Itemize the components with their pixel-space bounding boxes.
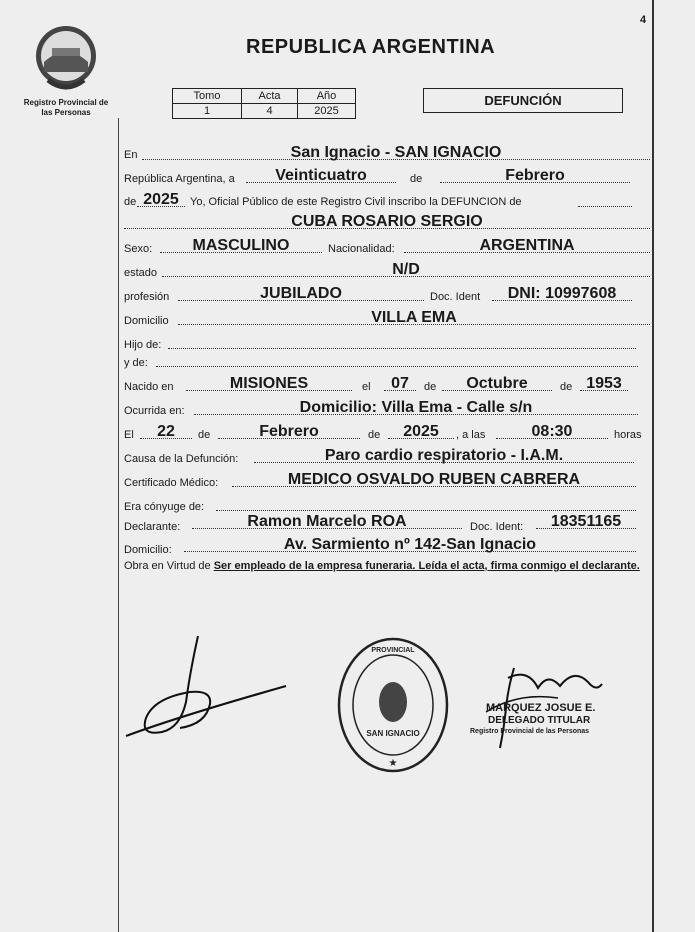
obra-en-virtud <box>124 559 652 573</box>
field-def-dia: 22 <box>140 425 192 439</box>
field-sexo: MASCULINO <box>160 239 322 253</box>
field-nac-mes: Octubre <box>442 377 552 391</box>
field-nacido-en: MISIONES <box>186 377 352 391</box>
label-hijo-de: Hijo de: <box>124 339 162 351</box>
acta-value: 4 <box>242 104 298 119</box>
label-de-5: de <box>198 429 211 441</box>
row-republica <box>124 172 235 186</box>
field-domicilio: VILLA EMA <box>178 311 650 325</box>
field-nac-anio: 1953 <box>580 377 628 391</box>
left-margin-line <box>118 118 119 932</box>
svg-text:PROVINCIAL: PROVINCIAL <box>371 647 415 654</box>
registry-seal-stamp <box>336 636 450 774</box>
label-domicilio: Domicilio <box>124 315 169 327</box>
label-doc-ident: Doc. Ident <box>430 291 481 303</box>
field-ocurrida-en: Domicilio: Villa Ema - Calle s/n <box>194 401 638 415</box>
field-difunto: CUBA ROSARIO SERGIO <box>124 215 650 229</box>
field-declarante-domicilio: Av. Sarmiento nº 142-San Ignacio <box>184 538 636 552</box>
official-entity: Registro Provincial de las Personas <box>470 728 590 735</box>
label-ocurrida-en: Ocurrida en: <box>124 405 185 417</box>
tomo-value: 1 <box>173 104 242 119</box>
svg-text:★: ★ <box>388 758 398 769</box>
label-obra: Obra en Virtud de <box>124 560 211 572</box>
page-title: REPUBLICA ARGENTINA <box>246 36 496 58</box>
label-republica: República Argentina, a <box>124 173 235 185</box>
field-def-mes: Febrero <box>218 425 360 439</box>
label-declarante: Declarante: <box>124 521 181 533</box>
field-conyuge <box>216 497 636 511</box>
misiones-coat-of-arms-logo <box>30 22 102 94</box>
field-hora: 08:30 <box>496 425 608 439</box>
field-estado: N/D <box>162 263 650 277</box>
svg-text:SAN IGNACIO: SAN IGNACIO <box>366 729 420 738</box>
label-a-las: , a las <box>456 429 486 441</box>
field-profesion: JUBILADO <box>178 287 424 301</box>
label-de-2: de <box>124 196 137 208</box>
registry-caption-line-1: Registro Provincial de <box>23 98 109 107</box>
label-sexo: Sexo: <box>124 243 153 255</box>
field-def-anio: 2025 <box>388 425 454 439</box>
declarante-signature <box>120 632 290 742</box>
label-yo-oficial: Yo, Oficial Público de este Registro Civil inscribo la DEFUNCION de <box>190 196 522 208</box>
anio-header: Año <box>298 89 356 104</box>
field-y-de <box>156 353 638 367</box>
registry-caption <box>12 98 120 118</box>
label-profesion: profesión <box>124 291 170 303</box>
label-de-1: de <box>410 173 423 185</box>
page-number: 4 <box>640 14 647 26</box>
right-margin-line <box>652 0 654 932</box>
label-nacido-en: Nacido en <box>124 381 174 393</box>
tomo-header: Tomo <box>173 89 242 104</box>
field-causa: Paro cardio respiratorio - I.A.M. <box>254 449 634 463</box>
registry-caption-line-2: las Personas <box>41 108 91 117</box>
label-doc-ident-2: Doc. Ident: <box>470 521 524 533</box>
label-de-4: de <box>560 381 573 393</box>
tomo-acta-anio-table <box>172 88 356 119</box>
field-declarante: Ramon Marcelo ROA <box>192 515 462 529</box>
field-declarante-doc: 18351165 <box>536 515 636 529</box>
label-El: El <box>124 429 134 441</box>
label-de-3: de <box>424 381 437 393</box>
row-en <box>124 148 137 162</box>
field-documento: DNI: 10997608 <box>492 287 632 301</box>
anio-value: 2025 <box>298 104 356 119</box>
field-anio: 2025 <box>137 193 185 207</box>
field-nac-dia: 07 <box>384 377 416 391</box>
label-estado: estado <box>124 267 158 279</box>
acta-header: Acta <box>242 89 298 104</box>
label-horas: horas <box>614 429 642 441</box>
label-y-de: y de: <box>124 357 148 369</box>
label-en: En <box>124 149 138 161</box>
field-dia: Veinticuatro <box>246 169 396 183</box>
label-el: el <box>362 381 371 393</box>
label-certificado: Certificado Médico: <box>124 477 219 489</box>
label-conyuge: Era cónyuge de: <box>124 501 205 513</box>
field-certificado: MEDICO OSVALDO RUBEN CABRERA <box>232 473 636 487</box>
field-blank-1 <box>578 193 632 207</box>
official-role: DELEGADO TITULAR <box>488 715 591 726</box>
field-mes: Febrero <box>440 169 630 183</box>
record-type-box: DEFUNCIÓN <box>423 88 623 113</box>
field-obra: Ser empleado de la empresa funeraria. Leída el acta, firma conmigo el declarante. <box>213 560 640 572</box>
official-name: MARQUEZ JOSUE E. <box>486 702 596 714</box>
field-hijo-de <box>168 335 636 349</box>
label-de-6: de <box>368 429 381 441</box>
field-nacionalidad: ARGENTINA <box>404 239 650 253</box>
label-domicilio-2: Domicilio: <box>124 544 172 556</box>
field-lugar: San Ignacio - SAN IGNACIO <box>142 146 650 160</box>
label-nacionalidad: Nacionalidad: <box>328 243 395 255</box>
label-causa: Causa de la Defunción: <box>124 453 239 465</box>
